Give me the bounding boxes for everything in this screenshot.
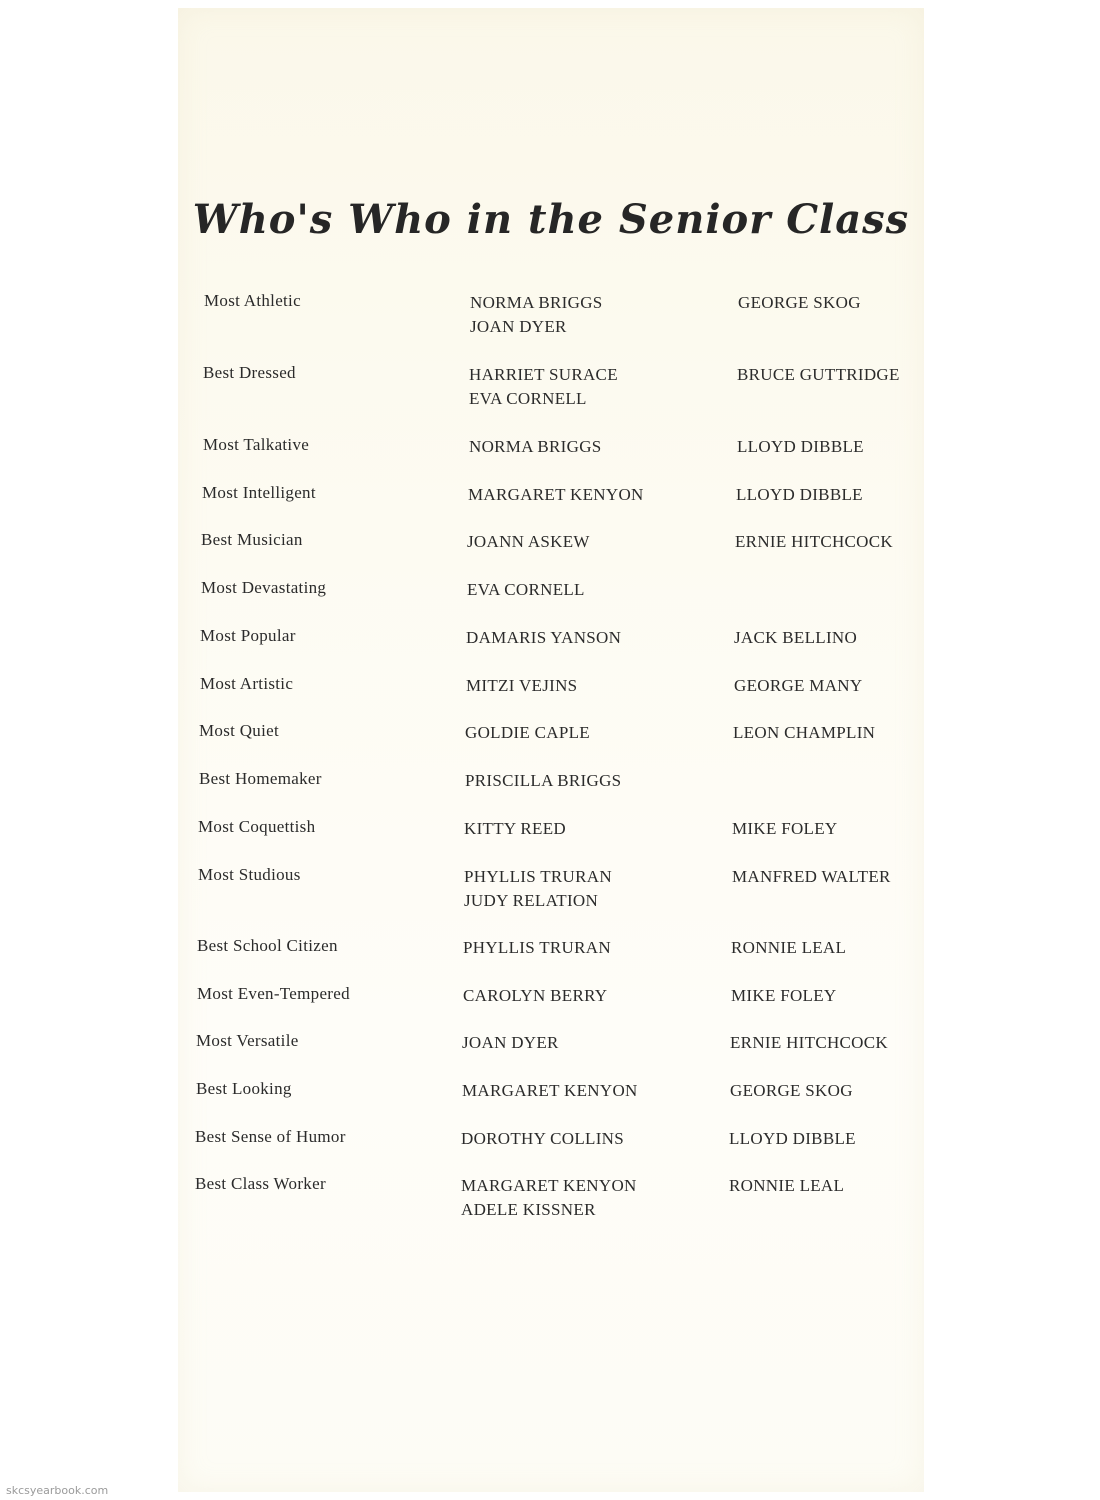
award-category: Most Even-Tempered	[197, 984, 350, 1003]
girl-winner: ADELE KISSNER	[461, 1200, 596, 1219]
girl-winner: CAROLYN BERRY	[463, 986, 608, 1005]
boy-winner: JACK BELLINO	[734, 628, 858, 647]
award-category: Most Coquettish	[198, 817, 316, 836]
boy-winner: GEORGE MANY	[734, 676, 863, 695]
girl-winner: JUDY RELATION	[464, 891, 599, 910]
boy-winner: RONNIE LEAL	[731, 938, 847, 957]
girls-winners	[467, 530, 590, 554]
yearbook-page	[178, 8, 924, 1492]
boy-winner: BRUCE GUTTRIDGE	[737, 365, 900, 384]
award-category: Most Quiet	[199, 721, 279, 740]
girl-winner: NORMA BRIGGS	[470, 293, 603, 312]
award-category: Most Talkative	[203, 435, 310, 454]
girls-winners	[463, 936, 611, 960]
girl-winner: GOLDIE CAPLE	[465, 723, 590, 742]
girls-winners	[465, 721, 590, 745]
girls-winners	[470, 291, 603, 339]
girl-winner: JOANN ASKEW	[467, 532, 590, 551]
girl-winner: EVA CORNELL	[467, 580, 585, 599]
girl-winner: JOAN DYER	[462, 1033, 559, 1052]
award-category: Best Dressed	[203, 363, 296, 382]
boy-winner: MANFRED WALTER	[732, 867, 891, 886]
award-category: Best Homemaker	[199, 769, 322, 788]
boy-winner: MIKE FOLEY	[732, 819, 838, 838]
girl-winner: HARRIET SURACE	[469, 365, 618, 384]
girls-winners	[461, 1174, 637, 1222]
girl-winner: DAMARIS YANSON	[466, 628, 622, 647]
girls-winners	[468, 483, 644, 507]
watermark: skcsyearbook.com	[6, 1484, 109, 1497]
award-category: Most Artistic	[200, 674, 294, 693]
girls-winners	[464, 817, 566, 841]
award-category: Best Class Worker	[195, 1174, 326, 1193]
girl-winner: PHYLLIS TRURAN	[463, 938, 611, 957]
award-category: Best Musician	[201, 530, 303, 549]
girl-winner: NORMA BRIGGS	[469, 437, 602, 456]
boy-winner: GEORGE SKOG	[730, 1081, 853, 1100]
girl-winner: PHYLLIS TRURAN	[464, 867, 612, 886]
girls-winners	[466, 626, 621, 650]
girls-winners	[467, 578, 585, 602]
girls-winners	[469, 363, 618, 411]
award-category: Most Popular	[200, 626, 296, 645]
girls-winners	[462, 1031, 559, 1055]
boy-winner: LEON CHAMPLIN	[733, 723, 876, 742]
girl-winner: MARGARET KENYON	[462, 1081, 638, 1100]
boy-winner: LLOYD DIBBLE	[736, 485, 863, 504]
award-category: Best School Citizen	[197, 936, 338, 955]
girls-winners	[462, 1079, 638, 1103]
girl-winner: PRISCILLA BRIGGS	[465, 771, 622, 790]
boy-winner: LLOYD DIBBLE	[737, 437, 864, 456]
award-category: Most Devastating	[201, 578, 327, 597]
girls-winners	[461, 1127, 624, 1151]
girls-winners	[463, 984, 607, 1008]
boy-winner: ERNIE HITCHCOCK	[730, 1033, 888, 1052]
girls-winners	[465, 769, 621, 793]
award-category: Most Athletic	[204, 291, 301, 310]
boy-winner: RONNIE LEAL	[729, 1176, 845, 1195]
award-category: Most Studious	[198, 865, 301, 884]
award-category: Best Sense of Humor	[195, 1127, 346, 1146]
girl-winner: MITZI VEJINS	[466, 676, 578, 695]
boy-winner: ERNIE HITCHCOCK	[735, 532, 893, 551]
girls-winners	[469, 435, 602, 459]
girl-winner: JOAN DYER	[470, 317, 567, 336]
girl-winner: DOROTHY COLLINS	[461, 1129, 625, 1148]
page-title: Who's Who in the Senior Class	[192, 196, 910, 243]
girl-winner: MARGARET KENYON	[468, 485, 644, 504]
award-category: Most Versatile	[196, 1031, 299, 1050]
boy-winner: MIKE FOLEY	[731, 986, 837, 1005]
award-category: Best Looking	[196, 1079, 292, 1098]
girls-winners	[464, 865, 612, 913]
girl-winner: KITTY REED	[464, 819, 566, 838]
girl-winner: MARGARET KENYON	[461, 1176, 637, 1195]
girls-winners	[466, 674, 577, 698]
award-category: Most Intelligent	[202, 483, 316, 502]
girl-winner: EVA CORNELL	[469, 389, 587, 408]
boy-winner: GEORGE SKOG	[738, 293, 861, 312]
boy-winner: LLOYD DIBBLE	[729, 1129, 856, 1148]
